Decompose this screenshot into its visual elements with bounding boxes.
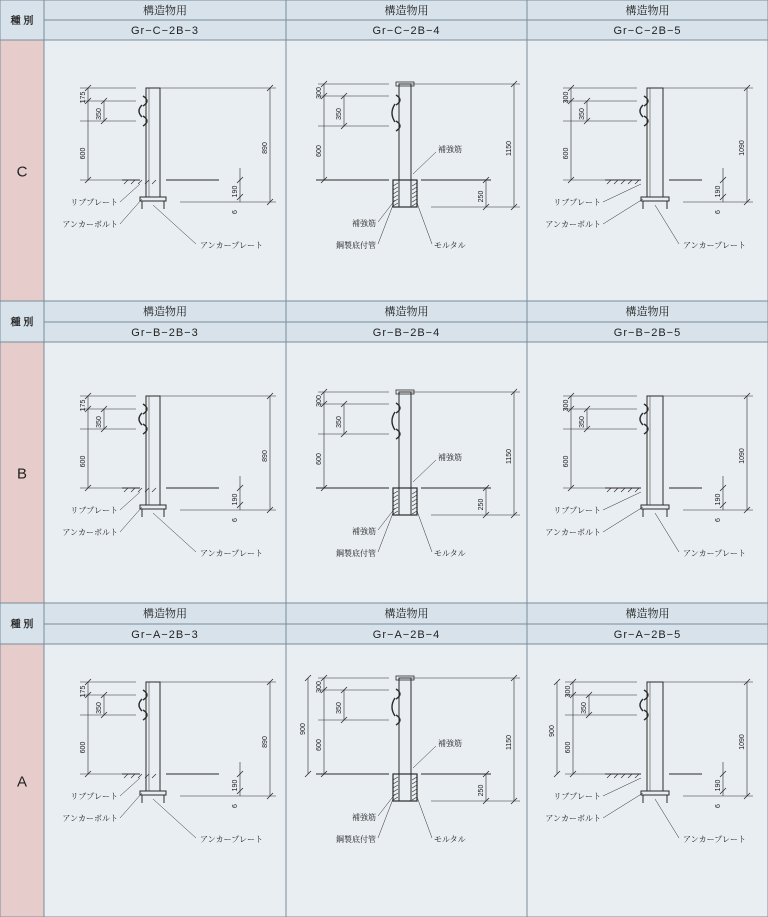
label-anchor-plate: アンカープレート: [200, 835, 263, 844]
dim-below: 600: [565, 741, 572, 754]
label-rib-plate: リブプレート: [553, 198, 601, 207]
dim-embed: 190: [232, 493, 239, 506]
dim-top: 300: [316, 681, 323, 693]
usage-header-label: 構造物用: [384, 5, 429, 17]
dim-plate: 6: [715, 518, 722, 522]
label-reinforcement: 補強筋: [352, 813, 376, 822]
label-steel-bottom-pipe: 鋼製底付管: [336, 835, 376, 844]
usage-header-label: 構造物用: [143, 5, 187, 17]
type-header-label: 種 別: [10, 619, 34, 631]
label-anchor-plate: アンカープレート: [200, 241, 263, 250]
model-code-label: Gr−B−2B−5: [613, 327, 682, 339]
label-reinforcing-bar: 補強筋: [438, 453, 462, 462]
dim-total: 1090: [739, 448, 746, 464]
usage-header-label: 構造物用: [625, 608, 670, 620]
dim-mid: 350: [96, 108, 103, 120]
label-anchor-plate: アンカープレート: [683, 549, 746, 558]
dim-below: 600: [563, 455, 570, 468]
dim-plate: 6: [232, 518, 239, 522]
grade-label-C: C: [16, 163, 28, 181]
model-code-label: Gr−A−2B−4: [372, 629, 441, 641]
dim-below: 600: [80, 455, 87, 468]
dim-left-total: 900: [300, 723, 307, 735]
drawing-cell: [44, 40, 286, 301]
dim-mid: 350: [579, 416, 586, 428]
dim-mid: 350: [96, 416, 103, 428]
dim-top: 300: [563, 91, 570, 104]
dim-top: 175: [80, 685, 87, 698]
dim-total: 890: [262, 736, 269, 748]
label-rib-plate: リブプレート: [70, 198, 118, 207]
label-anchor-bolt: アンカーボルト: [545, 220, 601, 229]
dim-top: 175: [80, 91, 87, 104]
label-anchor-bolt: アンカーボルト: [62, 814, 118, 823]
label-mortar: モルタル: [434, 835, 466, 844]
dim-top: 300: [316, 87, 323, 99]
dim-embed: 250: [478, 784, 485, 797]
model-code-label: Gr−A−2B−3: [131, 629, 199, 641]
dim-mid: 350: [336, 702, 343, 714]
dim-mid: 350: [336, 108, 343, 120]
dim-below: 600: [80, 147, 87, 160]
type-header-label: 種 別: [10, 317, 34, 329]
dim-total: 1150: [506, 140, 513, 157]
label-anchor-plate: アンカープレート: [200, 549, 263, 558]
grade-label-A: A: [16, 773, 28, 791]
dim-below: 600: [316, 145, 323, 157]
grade-label-B: B: [16, 465, 28, 483]
dim-top: 300: [316, 395, 323, 407]
model-code-label: Gr−B−2B−3: [131, 327, 199, 339]
dim-embed: 190: [715, 493, 722, 506]
label-rib-plate: リブプレート: [70, 792, 118, 801]
dim-embed: 190: [715, 779, 722, 792]
usage-header-label: 構造物用: [625, 5, 670, 17]
model-code-label: Gr−C−2B−4: [372, 25, 441, 37]
dim-embed: 190: [232, 779, 239, 792]
dim-embed: 250: [478, 498, 485, 511]
model-code-label: Gr−B−2B−4: [372, 327, 441, 339]
dim-embed: 190: [715, 185, 722, 198]
usage-header-label: 構造物用: [143, 608, 187, 620]
label-mortar: モルタル: [434, 549, 466, 558]
label-anchor-bolt: アンカーボルト: [62, 220, 118, 229]
dim-left-total: 900: [549, 725, 556, 737]
usage-header-label: 構造物用: [384, 306, 429, 318]
label-reinforcing-bar: 補強筋: [438, 739, 462, 748]
dim-below: 600: [316, 453, 323, 465]
dim-embed: 250: [478, 190, 485, 203]
label-anchor-bolt: アンカーボルト: [545, 814, 601, 823]
dim-plate: 6: [715, 210, 722, 214]
usage-header-label: 構造物用: [384, 608, 429, 620]
dim-mid: 350: [336, 416, 343, 428]
dim-plate: 6: [232, 804, 239, 808]
label-mortar: モルタル: [434, 241, 466, 250]
dim-mid: 350: [579, 108, 586, 120]
dim-mid: 350: [96, 702, 103, 714]
dim-embed: 190: [232, 185, 239, 198]
label-reinforcement: 補強筋: [352, 219, 376, 228]
usage-header-label: 構造物用: [625, 306, 670, 318]
dim-below: 600: [80, 741, 87, 754]
dim-below: 600: [563, 147, 570, 160]
label-reinforcing-bar: 補強筋: [438, 145, 462, 154]
dim-below: 600: [316, 739, 323, 751]
drawing-cell: [44, 644, 286, 917]
drawing-cell: [44, 342, 286, 603]
dim-total: 1150: [506, 734, 513, 751]
model-code-label: Gr−A−2B−5: [613, 629, 682, 641]
label-rib-plate: リブプレート: [553, 506, 601, 515]
label-steel-bottom-pipe: 鋼製底付管: [336, 549, 376, 558]
drawing-cell: [286, 40, 527, 301]
dim-top: 300: [563, 399, 570, 412]
dim-top: 175: [80, 399, 87, 412]
dim-total: 1150: [506, 448, 513, 465]
drawing-cell: [286, 342, 527, 603]
dim-total: 1090: [739, 140, 746, 156]
dim-total: 890: [262, 450, 269, 462]
dim-total: 890: [262, 142, 269, 154]
usage-header-label: 構造物用: [143, 306, 187, 318]
label-anchor-bolt: アンカーボルト: [545, 528, 601, 537]
label-anchor-plate: アンカープレート: [683, 835, 746, 844]
dim-plate: 6: [232, 210, 239, 214]
model-code-label: Gr−C−2B−3: [130, 25, 200, 37]
model-code-label: Gr−C−2B−5: [613, 25, 682, 37]
label-anchor-bolt: アンカーボルト: [62, 528, 118, 537]
dim-mid: 350: [581, 702, 588, 714]
label-rib-plate: リブプレート: [553, 792, 601, 801]
dim-top: 300: [565, 685, 572, 698]
type-header-label: 種 別: [10, 16, 34, 27]
dim-total: 1090: [739, 734, 746, 750]
label-anchor-plate: アンカープレート: [683, 241, 746, 250]
label-steel-bottom-pipe: 鋼製底付管: [336, 241, 376, 250]
label-rib-plate: リブプレート: [70, 506, 118, 515]
dim-plate: 6: [715, 804, 722, 808]
label-reinforcement: 補強筋: [352, 527, 376, 536]
